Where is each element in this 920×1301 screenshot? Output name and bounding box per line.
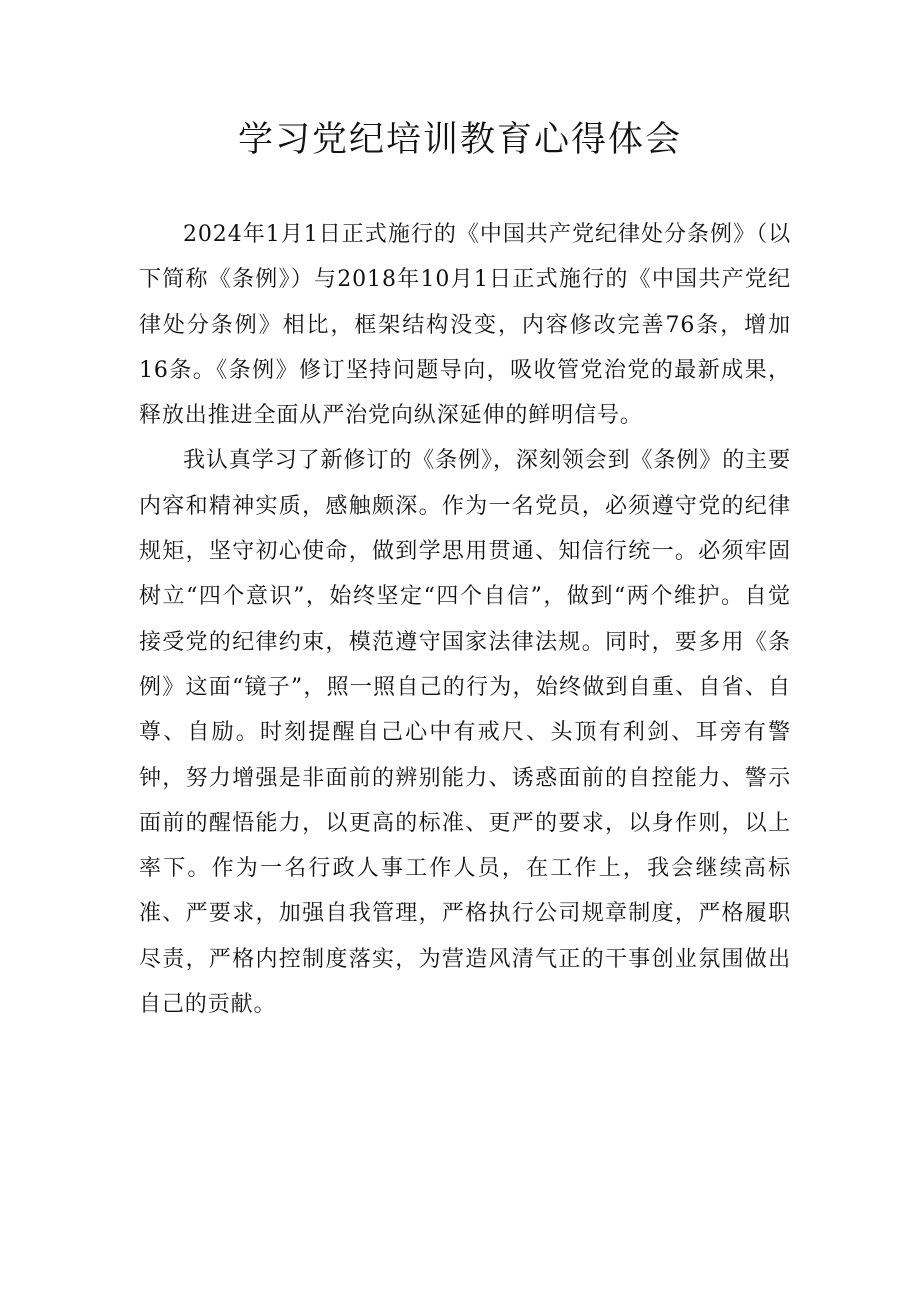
paragraph-1: 2024年1月1日正式施行的《中国共产党纪律处分条例》（以下简称《条例》）与2018年10月1日正式施行的《中国共产党纪律处分条例》相比，框架结构没变，内容修改完善76条，增加16条。《条例》修订坚持问题导向，吸收管党治党的最新成果，释放出推进全面从严治党向纵深延伸的鲜明信号。 (139, 222, 791, 429)
document-title: 学习党纪培训教育心得体会 (237, 120, 682, 160)
paragraph-2: 我认真学习了新修订的《条例》，深刻领会到《条例》的主要内容和精神实质，感触颇深。作为一名党员，必须遵守党的纪律规矩，坚守初心使命，做到学思用贯通、知信行统一。必须牢固树立“四个意识”，始终坚定“四个自信”，做到“两个维护。自觉接受党的纪律约束，模范遵守国家法律法规。同时，要多用《条例》这面“镜子”，照一照自己的行为，始终做到自重、自省、自尊、自励。时刻提醒自己心中有戒尺、头顶有利剑、耳旁有警钟，努力增强是非面前的辨别能力、诱惑面前的自控能力、警示面前的醒悟能力，以更高的标准、更严的要求，以身作则，以上率下。作为一名行政人事工作人员，在工作上，我会继续高标准、严要求，加强自我管理，严格执行公司规章制度，严格履职尽责，严格内控制度落实，为营造风清气正的干事创业氛围做出自己的贡献。 (139, 448, 791, 1018)
document-body (139, 212, 791, 1027)
